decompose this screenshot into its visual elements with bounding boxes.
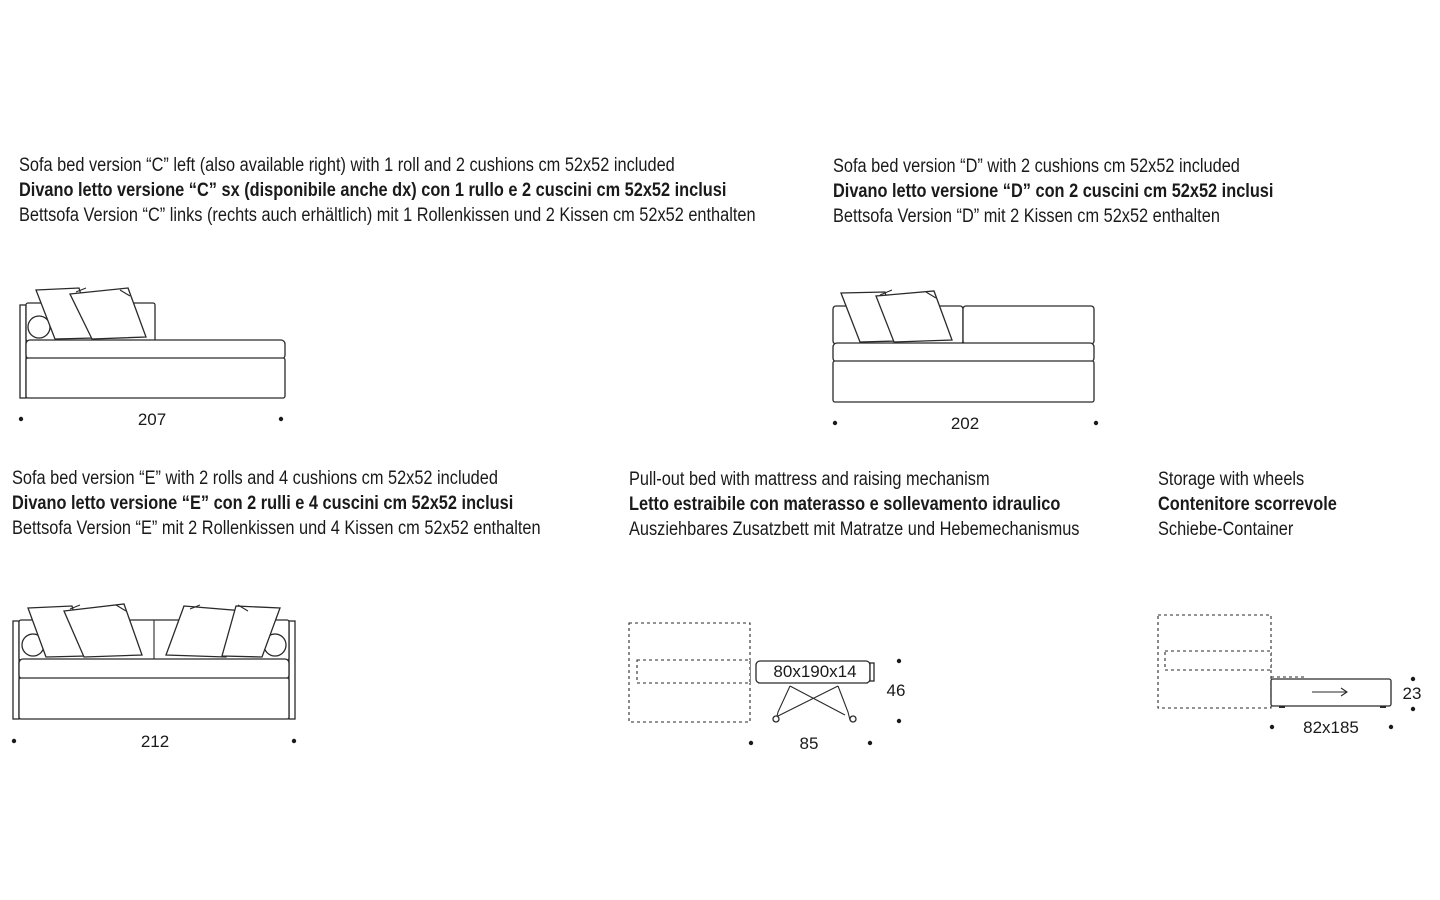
dimension-height: 46 bbox=[886, 681, 906, 700]
storage-drawing bbox=[1158, 615, 1421, 737]
caption-italian: Contenitore scorrevole bbox=[1158, 494, 1337, 515]
dimension-point bbox=[1411, 707, 1415, 711]
caption-english: Sofa bed version “D” with 2 cushions cm 52x52 included bbox=[833, 156, 1240, 177]
dimension-point bbox=[1270, 725, 1274, 729]
dimension-point bbox=[897, 719, 901, 723]
dimension-width: 202 bbox=[950, 414, 980, 433]
dimension-height: 23 bbox=[1402, 684, 1422, 703]
dimension-point bbox=[1411, 677, 1415, 681]
caption-german: Bettsofa Version “E” mit 2 Rollenkissen und 4 Kissen cm 52x52 enthalten bbox=[12, 518, 541, 539]
dimension-point bbox=[1094, 421, 1098, 425]
caption-german: Schiebe-Container bbox=[1158, 519, 1294, 540]
dimension-width: 85 bbox=[799, 734, 819, 753]
caption-italian: Divano letto versione “D” con 2 cuscini cm 52x52 inclusi bbox=[833, 181, 1274, 202]
caption-english: Storage with wheels bbox=[1158, 469, 1305, 490]
dimension-point bbox=[279, 417, 283, 421]
dimension-point bbox=[19, 417, 23, 421]
caption-german: Bettsofa Version “C” links (rechts auch erhältlich) mit 1 Rollenkissen und 2 Kissen cm 52x52 enthalten bbox=[19, 205, 756, 226]
caption-german: Bettsofa Version “D” mit 2 Kissen cm 52x52 enthalten bbox=[833, 206, 1220, 227]
dimension-point bbox=[1389, 725, 1393, 729]
mattress-size-label: 80x190x14 bbox=[773, 662, 857, 681]
caption-english: Sofa bed version “C” left (also available right) with 1 roll and 2 cushions cm 52x52 included bbox=[19, 155, 675, 176]
dimension-point bbox=[12, 739, 16, 743]
dimension-size: 82x185 bbox=[1303, 718, 1359, 737]
sofa-d-drawing bbox=[833, 290, 1098, 433]
sofa-c-drawing bbox=[19, 288, 285, 429]
dimension-width: 207 bbox=[137, 410, 167, 429]
caption-english: Sofa bed version “E” with 2 rolls and 4 cushions cm 52x52 included bbox=[12, 468, 498, 489]
dimension-point bbox=[868, 741, 872, 745]
sofa-e-drawing bbox=[12, 604, 296, 751]
dimension-point bbox=[749, 741, 753, 745]
caption-italian: Letto estraibile con materasso e sollevamento idraulico bbox=[629, 494, 1061, 515]
caption-english: Pull-out bed with mattress and raising mechanism bbox=[629, 469, 990, 490]
dimension-point bbox=[292, 739, 296, 743]
dimension-point bbox=[833, 421, 837, 425]
dimension-point bbox=[897, 659, 901, 663]
caption-german: Ausziehbares Zusatzbett mit Matratze und Hebemechanismus bbox=[629, 519, 1080, 540]
caption-italian: Divano letto versione “E” con 2 rulli e 4 cuscini cm 52x52 inclusi bbox=[12, 493, 514, 514]
caption-italian: Divano letto versione “C” sx (disponibile anche dx) con 1 rullo e 2 cuscini cm 52x52 inclusi bbox=[19, 180, 727, 201]
pullout-bed-drawing bbox=[629, 623, 905, 753]
dimension-width: 212 bbox=[140, 732, 170, 751]
